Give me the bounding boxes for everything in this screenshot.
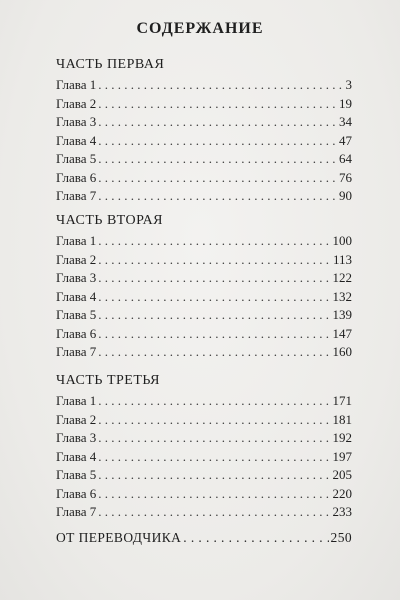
- chapter-label: Глава 6: [56, 169, 97, 185]
- toc-entry: [56, 392, 352, 411]
- page-number: 233: [332, 504, 352, 519]
- page-title: СОДЕРЖАНИЕ: [136, 20, 264, 37]
- dot-leader: [98, 169, 337, 188]
- page-number: 19: [339, 95, 352, 111]
- toc-entry: [56, 288, 352, 307]
- chapter-label: Глава 1: [56, 393, 97, 408]
- page-number: 113: [332, 251, 352, 267]
- page-number: 47: [339, 132, 352, 148]
- dot-leader: [98, 466, 330, 485]
- toc-entry: [56, 325, 352, 344]
- page-number: 132: [332, 288, 352, 304]
- page-number: 171: [332, 393, 352, 408]
- toc-entry-afterword: [56, 530, 352, 546]
- toc-entry: [56, 429, 352, 448]
- page-number: 205: [332, 467, 352, 482]
- part-first: [56, 54, 352, 206]
- chapter-label: Глава 5: [56, 307, 97, 322]
- chapter-label: Глава 2: [56, 95, 97, 111]
- dot-leader: [98, 232, 330, 251]
- dot-leader: [98, 132, 337, 151]
- dot-leader: [98, 187, 337, 206]
- toc-entry: [56, 150, 352, 169]
- dot-leader: [98, 76, 343, 95]
- chapter-label: Глава 4: [56, 132, 97, 148]
- toc-entry: [56, 251, 352, 270]
- afterword-label: ОТ ПЕРЕВОДЧИКА: [56, 530, 182, 545]
- page-number: 197: [332, 448, 352, 464]
- page-number: 250: [330, 530, 352, 545]
- page-number: 122: [332, 270, 352, 285]
- toc-entry: [56, 306, 352, 325]
- chapter-label: Глава 2: [56, 251, 97, 267]
- dot-leader: [98, 269, 330, 288]
- toc-entry: [56, 132, 352, 151]
- dot-leader: [183, 530, 328, 546]
- toc-entry: [56, 411, 352, 430]
- chapter-label: Глава 1: [56, 77, 97, 92]
- chapter-label: Глава 5: [56, 151, 97, 166]
- page-number: 160: [332, 344, 352, 359]
- chapter-label: Глава 5: [56, 467, 97, 482]
- dot-leader: [98, 343, 330, 362]
- page-number: 147: [332, 325, 352, 341]
- part-heading: ЧАСТЬ ТРЕТЬЯ: [56, 373, 161, 388]
- dot-leader: [98, 306, 330, 325]
- toc-entry: [56, 503, 352, 522]
- toc-entry: [56, 232, 352, 251]
- dot-leader: [98, 288, 330, 307]
- toc-entry: [56, 113, 352, 132]
- chapter-label: Глава 6: [56, 325, 97, 341]
- dot-leader: [98, 429, 330, 448]
- dot-leader: [98, 503, 330, 522]
- dot-leader: [98, 113, 337, 132]
- toc-entry: [56, 169, 352, 188]
- dot-leader: [98, 411, 330, 430]
- page-number: 76: [339, 169, 352, 185]
- toc-entry: [56, 466, 352, 485]
- chapter-label: Глава 1: [56, 233, 97, 248]
- dot-leader: [98, 251, 331, 270]
- chapter-label: Глава 4: [56, 288, 97, 304]
- dot-leader: [98, 392, 330, 411]
- chapter-label: Глава 7: [56, 344, 97, 359]
- dot-leader: [98, 448, 330, 467]
- dot-leader: [98, 325, 330, 344]
- chapter-label: Глава 2: [56, 411, 97, 427]
- chapter-label: Глава 6: [56, 485, 97, 501]
- page-number: 181: [332, 411, 352, 427]
- page-number: 192: [332, 430, 352, 445]
- toc-entry: [56, 95, 352, 114]
- page-number: 90: [339, 188, 352, 203]
- toc-entry: [56, 448, 352, 467]
- toc-entry: [56, 343, 352, 362]
- chapter-label: Глава 3: [56, 114, 97, 129]
- part-heading: ЧАСТЬ ПЕРВАЯ: [56, 57, 165, 72]
- page-number: 3: [345, 77, 352, 92]
- chapter-label: Глава 3: [56, 430, 97, 445]
- toc-entry: [56, 76, 352, 95]
- part-third: [56, 370, 352, 522]
- page-number: 34: [339, 114, 352, 129]
- toc-entry: [56, 485, 352, 504]
- dot-leader: [98, 95, 337, 114]
- page-number: 220: [332, 485, 352, 501]
- chapter-label: Глава 3: [56, 270, 97, 285]
- toc-entry: [56, 269, 352, 288]
- page-number: 139: [332, 307, 352, 322]
- part-second: [56, 210, 352, 362]
- dot-leader: [98, 485, 330, 504]
- toc-entry: [56, 187, 352, 206]
- chapter-label: Глава 4: [56, 448, 97, 464]
- chapter-label: Глава 7: [56, 188, 97, 203]
- page-number: 64: [339, 151, 352, 166]
- part-heading: ЧАСТЬ ВТОРАЯ: [56, 213, 164, 228]
- chapter-label: Глава 7: [56, 504, 97, 519]
- dot-leader: [98, 150, 337, 169]
- page-number: 100: [332, 233, 352, 248]
